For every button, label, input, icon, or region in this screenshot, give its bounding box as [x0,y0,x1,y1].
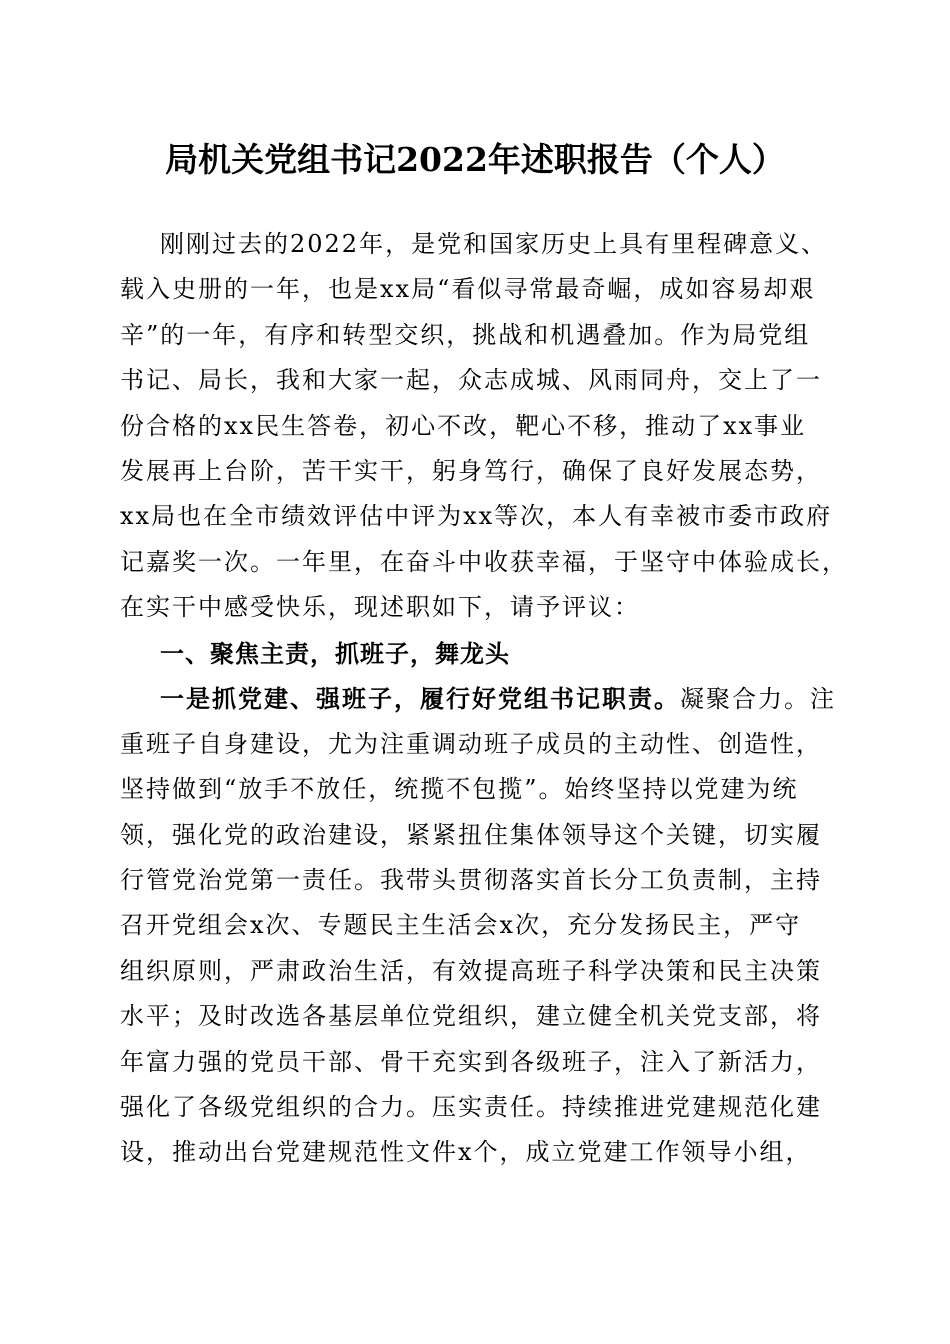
paragraph-line: 强化了各级党组织的合力。压实责任。持续推进党建规范化建 [120,1092,822,1121]
paragraph-line: 份合格的xx民生答卷，初心不改，靶心不移，推动了xx事业 [120,411,807,440]
paragraph-line: 重班子自身建设，尤为注重调动班子成员的主动性、创造性， [120,729,822,758]
section-1 [120,631,836,1176]
paragraph-line: 坚持做到“放手不放任，统揽不包揽”。始终坚持以党建为统 [120,775,799,804]
paragraph-line: 在实干中感受快乐，现述职如下，请予评议： [120,593,640,622]
paragraph-line: 水平；及时改选各基层单位党组织，建立健全机关党支部，将 [120,1002,822,1031]
paragraph-line: 发展再上台阶，苦干实干，躬身笃行，确保了良好发展态势， [120,456,822,485]
paragraph-line: 书记、局长，我和大家一起，众志成城、风雨同舟，交上了一 [120,366,822,395]
document-title: 局机关党组书记2022年述职报告（个人） [165,140,785,179]
paragraph-line: xx局也在全市绩效评估中评为xx等次，本人有幸被市委市政府 [120,502,833,531]
section-heading: 一、聚焦主责，抓班子，舞龙头 [160,639,510,668]
intro-paragraph [120,222,848,631]
paragraph-line: 辛”的一年，有序和转型交织，挑战和机遇叠加。作为局党组 [120,320,811,349]
paragraph-line: 行管党治党第一责任。我带头贯彻落实首长分工负责制，主持 [120,865,822,894]
paragraph-line: 领，强化党的政治建设，紧紧扭住集体领导这个关键，切实履 [120,820,822,849]
paragraph-line: 年富力强的党员干部、骨干充实到各级班子，注入了新活力， [120,1047,822,1076]
paragraph-line: 记嘉奖一次。一年里，在奋斗中收获幸福，于坚守中体验成长， [120,547,848,576]
lead-bold-text: 一是抓党建、强班子，履行好党组书记职责。 [160,684,680,714]
paragraph-line [120,676,836,721]
paragraph-line: 组织原则，严肃政治生活，有效提高班子科学决策和民主决策 [120,956,822,985]
paragraph-line: 刚刚过去的2022年，是党和国家历史上具有里程碑意义、 [160,230,828,258]
lead-rest-text: 凝聚合力。注 [680,685,836,714]
paragraph-line: 载入史册的一年，也是xx局“看似寻常最奇崛，成如容易却艰 [120,275,816,304]
paragraph-line: 召开党组会x次、专题民主生活会x次，充分发扬民主，严守 [120,911,802,940]
paragraph-line: 设，推动出台党建规范性文件x个，成立党建工作领导小组， [120,1138,812,1167]
